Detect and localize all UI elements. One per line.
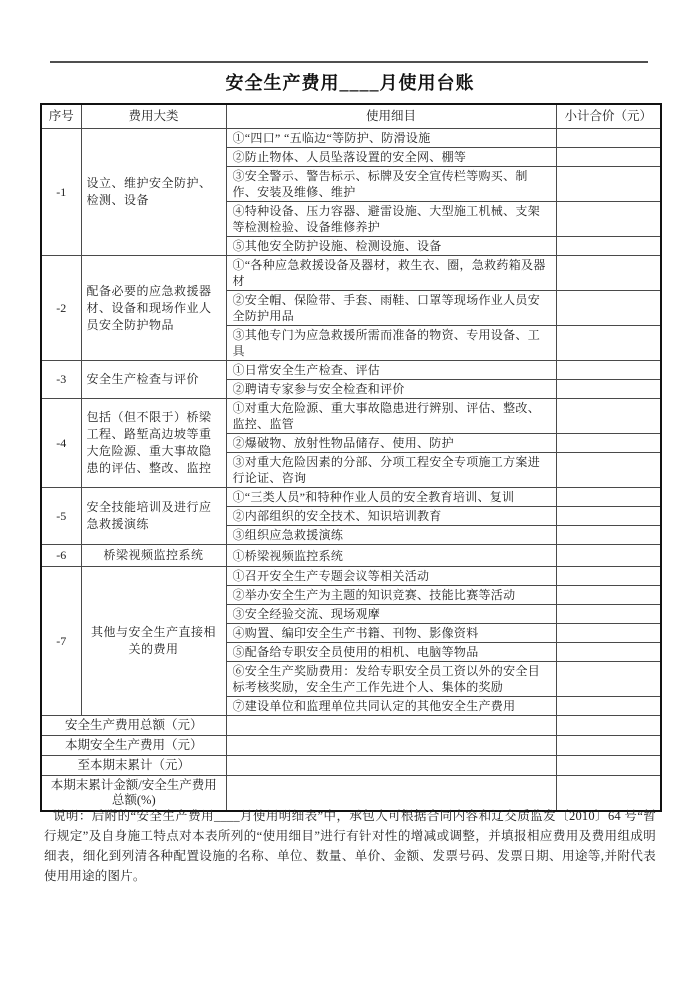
ledger-table [40,103,662,812]
detail-cell: ④特种设备、压力容器、避雷设施、大型施工机械、支架等检测检验、设备维修养护 [226,202,556,237]
subtotal-cell-empty [556,380,661,399]
table-header-row [41,104,661,129]
summary-label-cell: 安全生产费用总额（元） [41,716,226,736]
subtotal-cell-empty [556,697,661,716]
category-cell: 其他与安全生产直接相关的费用 [81,567,226,716]
detail-cell: ③其他专门为应急救援所需而准备的物资、专用设备、工具 [226,326,556,361]
detail-cell: ②内部组织的安全技术、知识培训教育 [226,507,556,526]
serial-cell: -5 [41,488,81,545]
category-cell: 包括（但不限于）桥梁工程、路堑高边坡等重大危险源、重大事故隐患的评估、整改、监控 [81,399,226,488]
detail-cell: ①召开安全生产专题会议等相关活动 [226,567,556,586]
detail-row [41,399,661,434]
subtotal-cell-empty [556,526,661,545]
detail-row [41,488,661,507]
summary-value-cell-empty [226,756,556,776]
column-header-detail: 使用细目 [226,104,556,129]
subtotal-cell-empty [556,291,661,326]
detail-row [41,567,661,586]
detail-cell: ①对重大危险源、重大事故隐患进行辨别、评估、整改、监控、监管 [226,399,556,434]
detail-row [41,256,661,291]
detail-row [41,361,661,380]
subtotal-cell-empty [556,434,661,453]
summary-label-cell: 至本期末累计（元） [41,756,226,776]
summary-subtotal-cell-empty [556,756,661,776]
detail-cell: ⑤配备给专职安全员使用的相机、电脑等物品 [226,643,556,662]
detail-row [41,545,661,567]
detail-cell: ①“三类人员”和特种作业人员的安全教育培训、复训 [226,488,556,507]
column-header-category: 费用大类 [81,104,226,129]
page-title: 安全生产费用____月使用台账 [225,73,475,93]
column-header-serial: 序号 [41,104,81,129]
serial-cell: -1 [41,129,81,256]
detail-cell: ③组织应急救援演练 [226,526,556,545]
summary-label-cell: 本期安全生产费用（元） [41,736,226,756]
subtotal-cell-empty [556,624,661,643]
column-header-subtotal: 小计合价（元） [556,104,661,129]
detail-cell: ③安全经验交流、现场观摩 [226,605,556,624]
summary-row [41,716,661,736]
subtotal-cell-empty [556,545,661,567]
subtotal-cell-empty [556,643,661,662]
category-cell: 安全技能培训及进行应急救援演练 [81,488,226,545]
footnote-text: 说明：后附的“安全生产费用____月使用明细表”中，承包人可根据合同内容和辽交质监发〔2010〕64 号“暂行规定”及自身施工特点对本表所列的“使用细目”进行有针对性的增减或调整，并填报相应费用及费用组成明细表，细化到列清各种配置设施的名称、单位、数量、单价、金额、发票号码、发票日期、用途等,并附代表使用用途的图片。 [44,809,656,883]
subtotal-cell-empty [556,567,661,586]
detail-cell: ②举办安全生产为主题的知识竞赛、技能比赛等活动 [226,586,556,605]
serial-cell: -3 [41,361,81,399]
detail-cell: ⑥安全生产奖励费用：发给专职安全员工资以外的安全目标考核奖励，安全生产工作先进个人、集体的奖励 [226,662,556,697]
subtotal-cell-empty [556,361,661,380]
serial-cell: -2 [41,256,81,361]
summary-row [41,756,661,776]
detail-cell: ③安全警示、警告标示、标牌及安全宣传栏等购买、制作、安装及维修、维护 [226,167,556,202]
detail-cell: ①日常安全生产检查、评估 [226,361,556,380]
summary-subtotal-cell-empty [556,716,661,736]
detail-cell: ①桥梁视频监控系统 [226,545,556,567]
detail-cell: ②聘请专家参与安全检查和评价 [226,380,556,399]
detail-cell: ⑦建设单位和监理单位共同认定的其他安全生产费用 [226,697,556,716]
subtotal-cell-empty [556,256,661,291]
subtotal-cell-empty [556,237,661,256]
summary-subtotal-cell-empty [556,736,661,756]
serial-cell: -6 [41,545,81,567]
subtotal-cell-empty [556,148,661,167]
detail-cell: ⑤其他安全防护设施、检测设施、设备 [226,237,556,256]
header-rule [50,61,648,63]
detail-row [41,129,661,148]
detail-cell: ①“四口” “五临边“等防护、防滑设施 [226,129,556,148]
summary-label-cell: 本期末累计金额/安全生产费用总额(%) [41,776,226,812]
detail-cell: ④购置、编印安全生产书籍、刊物、影像资料 [226,624,556,643]
subtotal-cell-empty [556,662,661,697]
subtotal-cell-empty [556,488,661,507]
category-cell: 设立、维护安全防护、检测、设备 [81,129,226,256]
subtotal-cell-empty [556,129,661,148]
subtotal-cell-empty [556,202,661,237]
serial-cell: -7 [41,567,81,716]
category-cell: 安全生产检查与评价 [81,361,226,399]
subtotal-cell-empty [556,586,661,605]
serial-cell: -4 [41,399,81,488]
category-cell: 配备必要的应急救援器材、设备和现场作业人员安全防护物品 [81,256,226,361]
summary-value-cell-empty [226,736,556,756]
detail-cell: ②防止物体、人员坠落设置的安全网、棚等 [226,148,556,167]
summary-row [41,736,661,756]
detail-cell: ①“各种应急救援设备及器材，救生衣、圈，急救药箱及器材 [226,256,556,291]
subtotal-cell-empty [556,507,661,526]
summary-value-cell-empty [226,716,556,736]
detail-cell: ②爆破物、放射性物品储存、使用、防护 [226,434,556,453]
subtotal-cell-empty [556,399,661,434]
detail-cell: ③对重大危险因素的分部、分项工程安全专项施工方案进行论证、咨询 [226,453,556,488]
detail-cell: ②安全帽、保险带、手套、雨鞋、口罩等现场作业人员安全防护用品 [226,291,556,326]
subtotal-cell-empty [556,453,661,488]
category-cell: 桥梁视频监控系统 [81,545,226,567]
subtotal-cell-empty [556,167,661,202]
subtotal-cell-empty [556,605,661,624]
subtotal-cell-empty [556,326,661,361]
